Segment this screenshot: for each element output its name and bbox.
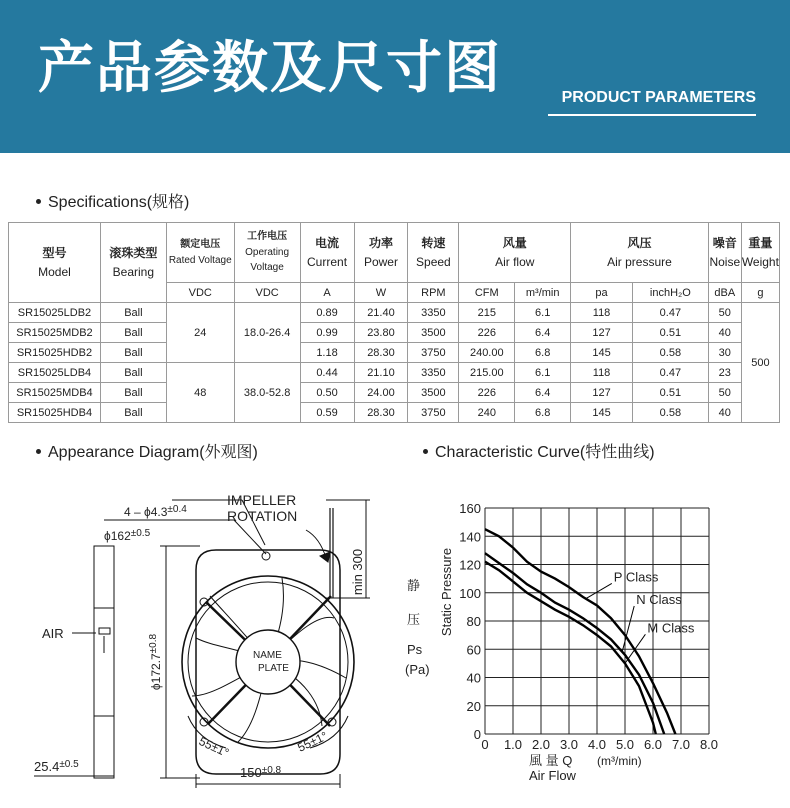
y-axis-label-unit: (Pa) xyxy=(405,662,430,677)
header-air-flow: 风量 Air flow xyxy=(459,223,571,283)
cell-model: SR15025LDB2 xyxy=(9,303,101,323)
table-row xyxy=(9,383,780,403)
cell-bearing: Ball xyxy=(100,343,166,363)
cell-current: 0.99 xyxy=(300,323,354,343)
series-label: M Class xyxy=(647,620,695,636)
cell-weight: 500 xyxy=(741,303,779,423)
table-header-row xyxy=(9,223,780,283)
unit-cell: m³/min xyxy=(515,283,571,303)
cell-pa: 145 xyxy=(571,343,633,363)
y-axis-label-en: Static Pressure xyxy=(439,547,454,637)
table-row xyxy=(9,303,780,323)
impeller-label: IMPELLER xyxy=(227,492,297,508)
x-tick-label: 7.0 xyxy=(671,737,691,752)
cell-operating-voltage: 18.0-26.4 xyxy=(234,303,300,363)
cell-cfm: 226 xyxy=(459,383,515,403)
cell-noise: 30 xyxy=(708,343,741,363)
cell-rated-voltage: 48 xyxy=(166,363,234,423)
cell-cfm: 240.00 xyxy=(459,343,515,363)
cell-power: 21.10 xyxy=(354,363,408,383)
cell-model: SR15025MDB4 xyxy=(9,383,101,403)
cell-inch: 0.47 xyxy=(632,303,708,323)
header-current: 电流 Current xyxy=(300,223,354,283)
cell-noise: 40 xyxy=(708,323,741,343)
cell-power: 21.40 xyxy=(354,303,408,323)
section-title-curve xyxy=(423,439,655,462)
cell-power: 28.30 xyxy=(354,343,408,363)
cell-noise: 40 xyxy=(708,403,741,423)
cell-pa: 127 xyxy=(571,323,633,343)
y-tick-label: 100 xyxy=(459,585,481,601)
cell-pa: 118 xyxy=(571,363,633,383)
header-rated-voltage: 额定电压 Rated Voltage xyxy=(166,223,234,283)
header-noise: 噪音 Noise xyxy=(708,223,741,283)
cell-inch: 0.51 xyxy=(632,323,708,343)
cell-speed: 3350 xyxy=(408,363,459,383)
characteristic-curve-chart xyxy=(405,490,735,790)
cell-bearing: Ball xyxy=(100,383,166,403)
cell-speed: 3750 xyxy=(408,343,459,363)
x-tick-label: 2.0 xyxy=(531,737,551,752)
page-subtitle: PRODUCT PARAMETERS xyxy=(561,89,756,106)
cell-inch: 0.51 xyxy=(632,383,708,403)
x-axis-label-zh: 風 量 Q xyxy=(529,753,573,768)
cell-pa: 145 xyxy=(571,403,633,423)
unit-cell: A xyxy=(300,283,354,303)
unit-cell: RPM xyxy=(408,283,459,303)
cell-power: 23.80 xyxy=(354,323,408,343)
x-tick-label: 0 xyxy=(481,737,489,752)
air-label: AIR xyxy=(42,626,64,641)
header-banner xyxy=(0,0,790,153)
section-title-specifications xyxy=(36,189,189,212)
cell-bearing: Ball xyxy=(100,323,166,343)
cell-inch: 0.47 xyxy=(632,363,708,383)
series-label-leader xyxy=(586,583,612,598)
bullet-icon xyxy=(423,449,428,454)
cell-inch: 0.58 xyxy=(632,343,708,363)
header-speed: 转速 Speed xyxy=(408,223,459,283)
cell-cfm: 215 xyxy=(459,303,515,323)
cell-bearing: Ball xyxy=(100,363,166,383)
rotation-label: ROTATION xyxy=(227,508,298,524)
table-row xyxy=(9,343,780,363)
cell-operating-voltage: 38.0-52.8 xyxy=(234,363,300,423)
rotation-arrow xyxy=(306,530,326,558)
side-view-label-slot xyxy=(99,628,110,634)
thickness-dimension-label: $25.4^{\pm 0.5}$ xyxy=(34,759,79,774)
y-tick-label: 20 xyxy=(466,698,481,714)
y-axis-label-zh: 静 xyxy=(407,578,421,593)
cell-power: 28.30 xyxy=(354,403,408,423)
header-power: 功率 Power xyxy=(354,223,408,283)
angle-right-label: 55±1° xyxy=(295,728,330,755)
cell-current: 0.89 xyxy=(300,303,354,323)
appearance-diagram xyxy=(20,478,390,798)
cell-bearing: Ball xyxy=(100,403,166,423)
nameplate-plate: PLATE xyxy=(258,663,289,674)
specifications-table xyxy=(8,222,780,423)
y-tick-labels xyxy=(459,501,481,742)
rotation-arrow-head xyxy=(320,552,330,562)
hole-dimension-label: $4 - \phi 4.3^{\pm 0.4}$ xyxy=(124,504,187,519)
y-axis-label-symbol: Ps xyxy=(407,642,423,657)
cell-m3min: 6.1 xyxy=(515,363,571,383)
cell-pa: 127 xyxy=(571,383,633,403)
y-tick-label: 0 xyxy=(473,727,481,742)
section-label: Specifications(规格) xyxy=(48,194,190,211)
cell-cfm: 240 xyxy=(459,403,515,423)
subtitle-underline xyxy=(548,114,756,116)
x-tick-label: 6.0 xyxy=(643,737,663,752)
diameter-label: $\phi 162^{\pm 0.5}$ xyxy=(104,528,151,543)
cell-speed: 3500 xyxy=(408,323,459,343)
cell-pa: 118 xyxy=(571,303,633,323)
header-air-pressure: 风压 Air pressure xyxy=(571,223,709,283)
table-row xyxy=(9,363,780,383)
unit-cell: dBA xyxy=(708,283,741,303)
unit-cell: W xyxy=(354,283,408,303)
cell-cfm: 215.00 xyxy=(459,363,515,383)
cell-model: SR15025MDB2 xyxy=(9,323,101,343)
unit-cell: VDC xyxy=(234,283,300,303)
cell-bearing: Ball xyxy=(100,303,166,323)
x-tick-label: 8.0 xyxy=(699,737,719,752)
series-label: N Class xyxy=(636,592,682,608)
height-dimension-label: $\phi 172.7^{\pm 0.8}$ xyxy=(148,633,163,691)
page-title: 产品参数及尺寸图 xyxy=(38,36,502,101)
mount-hole xyxy=(262,552,270,560)
x-axis-label-en: Air Flow xyxy=(529,768,576,783)
cell-inch: 0.58 xyxy=(632,403,708,423)
table-row xyxy=(9,403,780,423)
y-tick-label: 160 xyxy=(459,501,481,516)
cell-m3min: 6.8 xyxy=(515,403,571,423)
bullet-icon xyxy=(36,199,41,204)
cell-current: 0.59 xyxy=(300,403,354,423)
lead-length-label: min 300 xyxy=(350,548,365,596)
cell-speed: 3750 xyxy=(408,403,459,423)
header-model: 型号 Model xyxy=(9,223,101,303)
cell-model: SR15025LDB4 xyxy=(9,363,101,383)
x-tick-label: 4.0 xyxy=(587,737,607,752)
y-axis-label-zh: 压 xyxy=(407,612,421,627)
cell-noise: 50 xyxy=(708,303,741,323)
table-row xyxy=(9,323,780,343)
cell-m3min: 6.4 xyxy=(515,323,571,343)
series-label: P Class xyxy=(613,569,659,585)
cell-speed: 3350 xyxy=(408,303,459,323)
unit-cell: VDC xyxy=(166,283,234,303)
cell-cfm: 226 xyxy=(459,323,515,343)
cell-speed: 3500 xyxy=(408,383,459,403)
angle-left-label: 55±1° xyxy=(196,734,232,760)
y-tick-label: 60 xyxy=(466,642,481,658)
header-operating-voltage: 工作电压 Operating Voltage xyxy=(234,223,300,283)
width-dimension-label: $150^{\pm 0.8}$ xyxy=(240,765,282,780)
bullet-icon xyxy=(36,449,41,454)
header-weight: 重量 Weight xyxy=(741,223,779,283)
y-tick-label: 120 xyxy=(459,557,481,573)
side-view-body xyxy=(94,546,114,778)
section-title-appearance xyxy=(36,439,258,462)
cell-rated-voltage: 24 xyxy=(166,303,234,363)
cell-current: 0.44 xyxy=(300,363,354,383)
cell-power: 24.00 xyxy=(354,383,408,403)
x-tick-label: 5.0 xyxy=(615,737,635,752)
unit-cell: CFM xyxy=(459,283,515,303)
cell-model: SR15025HDB4 xyxy=(9,403,101,423)
cell-m3min: 6.4 xyxy=(515,383,571,403)
fan-hub xyxy=(236,630,300,694)
cell-current: 0.50 xyxy=(300,383,354,403)
x-axis-label-unit: (m³/min) xyxy=(597,754,642,768)
x-tick-labels xyxy=(481,737,718,752)
cell-m3min: 6.8 xyxy=(515,343,571,363)
unit-cell: pa xyxy=(571,283,633,303)
nameplate-name: NAME xyxy=(253,650,282,661)
y-tick-label: 80 xyxy=(466,614,481,629)
x-tick-label: 1.0 xyxy=(503,737,523,752)
unit-cell: inchH₂O xyxy=(632,283,708,303)
cell-m3min: 6.1 xyxy=(515,303,571,323)
section-label: Appearance Diagram(外观图) xyxy=(48,444,258,461)
cell-noise: 50 xyxy=(708,383,741,403)
y-tick-label: 40 xyxy=(466,670,481,686)
cell-noise: 23 xyxy=(708,363,741,383)
header-bearing: 滚珠类型 Bearing xyxy=(100,223,166,303)
cell-current: 1.18 xyxy=(300,343,354,363)
unit-cell: g xyxy=(741,283,779,303)
section-label: Characteristic Curve(特性曲线) xyxy=(435,444,655,461)
cell-model: SR15025HDB2 xyxy=(9,343,101,363)
y-tick-label: 140 xyxy=(459,529,481,545)
x-tick-label: 3.0 xyxy=(559,737,579,752)
